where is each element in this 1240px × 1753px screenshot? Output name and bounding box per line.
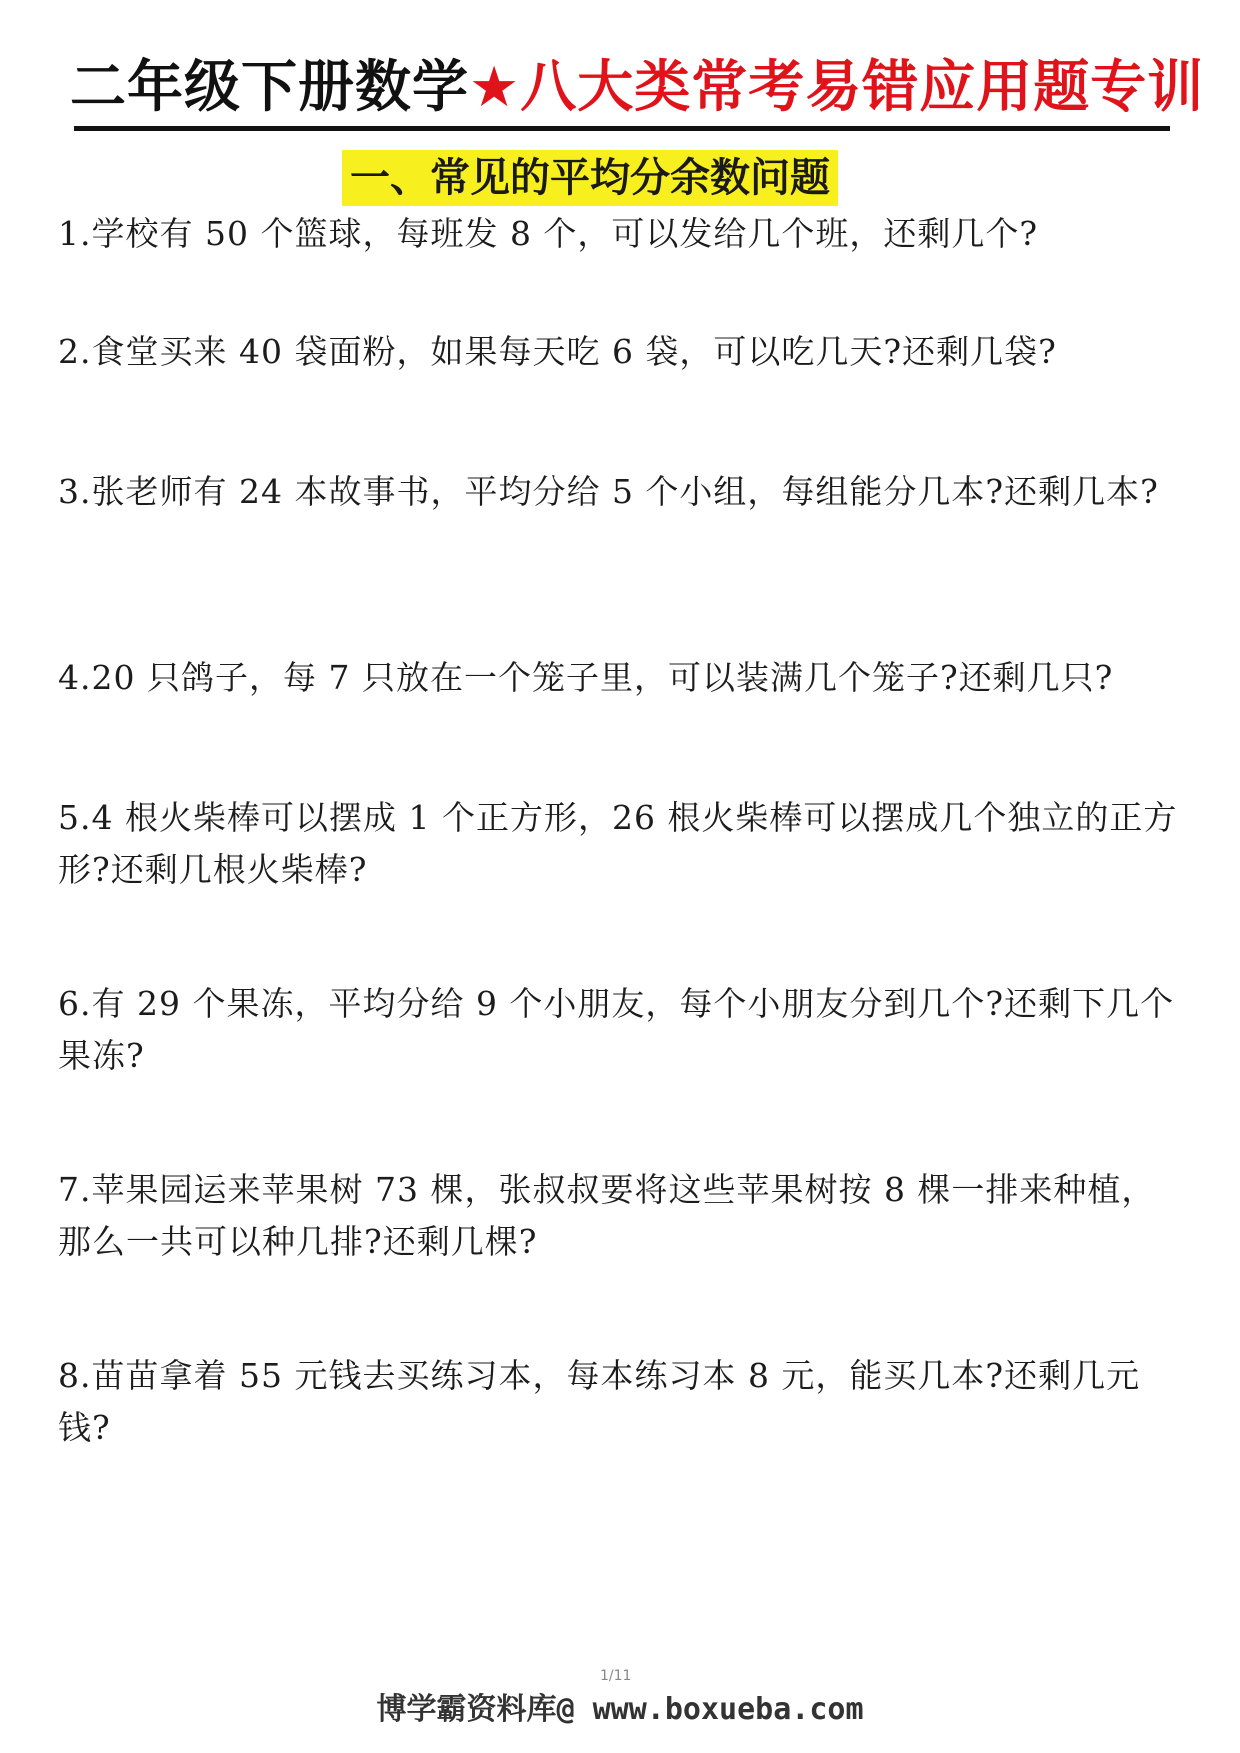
title-underline [74,126,1170,131]
question-item: 6.有 29 个果冻，平均分给 9 个小朋友，每个小朋友分到几个?还剩下几个果冻? [58,984,1175,1075]
document-title [70,52,1205,124]
question-item: 7.苹果园运来苹果树 73 棵，张叔叔要将这些苹果树按 8 棵一排来种植，那么一共可以种几排?还剩几棵? [58,1170,1156,1261]
page-number: 1/11 [600,1668,632,1684]
star-icon: ★ [469,55,521,120]
question-item: 1.学校有 50 个篮球，每班发 8 个，可以发给几个班，还剩几个? [58,214,1039,253]
question-item: 3.张老师有 24 本故事书，平均分给 5 个小组，每组能分几本?还剩几本? [58,472,1159,511]
title-grade-subject: 二年级下册数学 [70,55,469,120]
title-topic: 八大类常考易错应用题专训 [520,55,1205,120]
footer-watermark: 博学霸资料库@ www.boxueba.com [376,1692,864,1727]
question-item: 4.20 只鸽子，每 7 只放在一个笼子里，可以装满几个笼子?还剩几只? [58,658,1114,697]
question-item: 5.4 根火柴棒可以摆成 1 个正方形，26 根火柴棒可以摆成几个独立的正方形?还剩几根火柴棒? [58,798,1178,889]
question-item: 2.食堂买来 40 袋面粉，如果每天吃 6 袋，可以吃几天?还剩几袋? [58,332,1057,371]
question-item: 8.苗苗拿着 55 元钱去买练习本，每本练习本 8 元，能买几本?还剩几元钱? [58,1356,1141,1447]
section-heading: 一、常见的平均分余数问题 [342,150,838,206]
